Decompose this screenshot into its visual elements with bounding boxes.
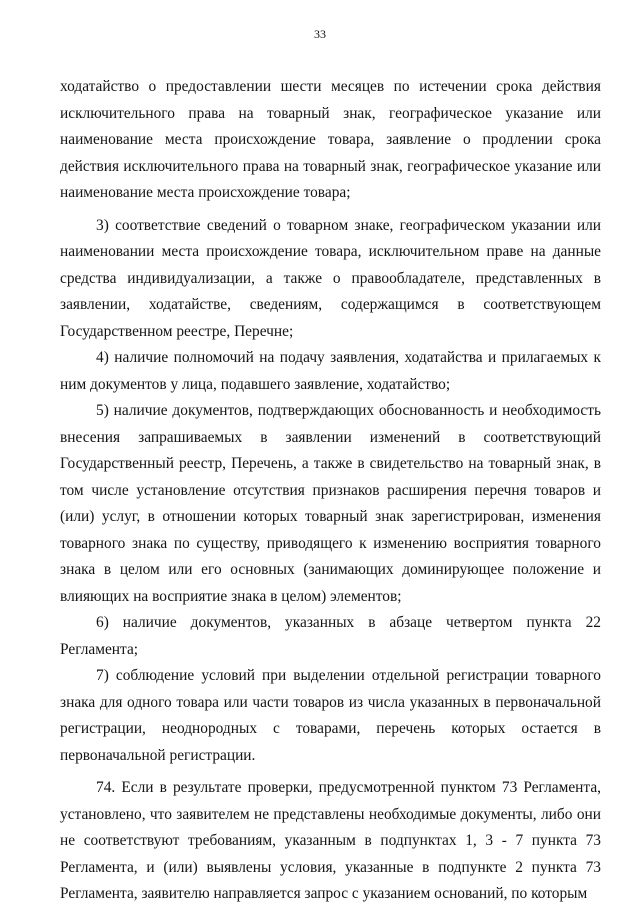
document-body bbox=[60, 74, 601, 908]
paragraph-item-7: 7) соблюдение условий при выделении отдельной регистрации товарного знака для одного товара или части товаров из числа указанных в первоначальной регистрации, неоднородных с товарами, перечень которых остается в первоначальной регистрации. bbox=[60, 667, 601, 764]
paragraph-clause-74: 74. Если в результате проверки, предусмотренной пунктом 73 Регламента, установлено, что заявителем не представлены необходимые документы, либо они не соответствуют требованиям, указанным в подпунктах 1, 3 - 7 пункта 73 Регламента, и (или) выявлены условия, указанные в подпункте 2 пункта 73 Регламента, заявителю направляется запрос с указанием оснований, по которым bbox=[60, 779, 601, 902]
paragraph-item-6: 6) наличие документов, указанных в абзаце четвертом пункта 22 Регламента; bbox=[60, 614, 601, 658]
paragraph-item-4: 4) наличие полномочий на подачу заявления, ходатайства и прилагаемых к ним документов у лица, подавшего заявление, ходатайство; bbox=[60, 349, 601, 393]
paragraph-item-5: 5) наличие документов, подтверждающих обоснованность и необходимость внесения запрашиваемых в заявлении изменений в соответствующий Государственный реестр, Перечень, а также в свидетельство на товарный знак, в том числе установление отсутствия признаков расширения перечня товаров и (или) услуг, в отношении которых товарный знак зарегистрирован, изменения товарного знака по существу, приводящего к изменению восприятия товарного знака в целом или его основных (занимающих доминирующее положение и влияющих на восприятие знака в целом) элементов; bbox=[60, 402, 601, 605]
paragraph-item-3: 3) соответствие сведений о товарном знаке, географическом указании или наименовании места происхождение товара, исключительном праве на данные средства индивидуализации, а также о правообладателе, представленных в заявлении, ходатайстве, сведениям, содержащимся в соответствующем Государственном реестре, Перечне; bbox=[60, 216, 601, 340]
page-number: 33 bbox=[314, 27, 326, 41]
paragraph-continuation: ходатайство о предоставлении шести месяцев по истечении срока действия исключительного права на товарный знак, географическое указание или наименование места происхождение товара, заявление о продлении срока действия исключительного права на товарный знак, географическое указание или наименование места происхождение товара; bbox=[60, 78, 601, 201]
